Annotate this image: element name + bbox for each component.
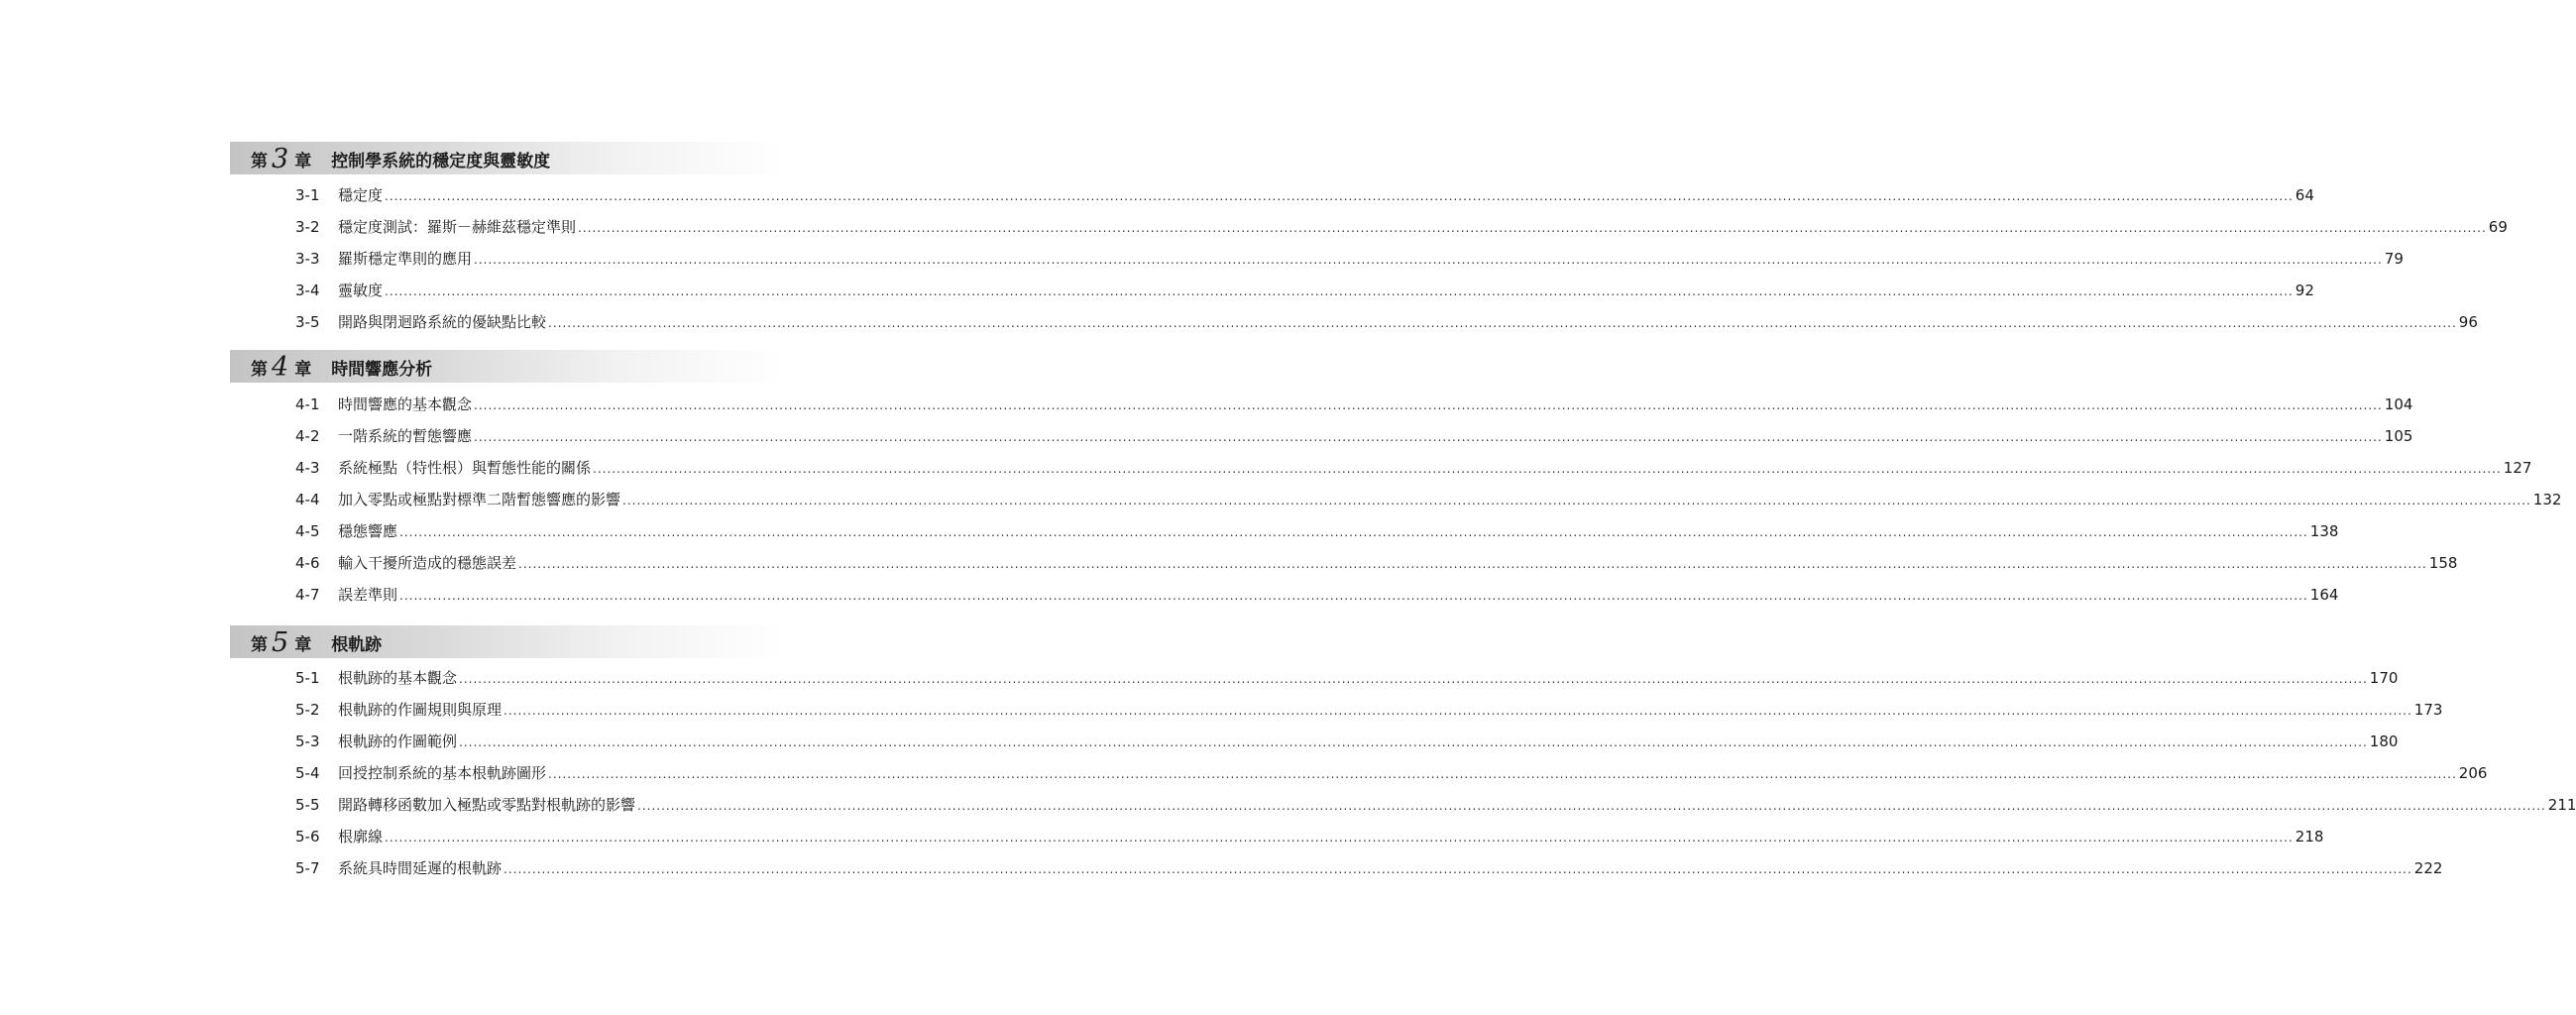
toc-entry[interactable] (0, 667, 2399, 689)
page-number: 170 (2369, 669, 2399, 687)
entry-line (338, 552, 2458, 575)
chapter-prefix: 第 (251, 152, 268, 171)
section-number: 3-4 (295, 282, 320, 299)
dot-leader: ................................................................................................................................................................................................................................................................................................................................................................................................................ (578, 221, 2487, 235)
section-number: 5-1 (295, 669, 320, 687)
chapter-title: 控制學系統的穩定度與靈敏度 (331, 152, 551, 171)
chapter-title: 時間響應分析 (331, 360, 433, 380)
section-title: 系統具時間延遲的根軌跡 (338, 859, 503, 877)
page-number: 164 (2309, 586, 2339, 604)
dot-leader: ................................................................................................................................................................................................................................................................................................................................................................................................................ (399, 589, 2308, 603)
dot-leader: ................................................................................................................................................................................................................................................................................................................................................................................................................ (504, 704, 2412, 718)
section-title: 時間響應的基本觀念 (338, 395, 473, 413)
page-number: 206 (2458, 764, 2488, 782)
section-number: 4-2 (295, 427, 320, 445)
entry-line (338, 489, 2562, 511)
page-number: 158 (2428, 554, 2458, 572)
dot-leader: ................................................................................................................................................................................................................................................................................................................................................................................................................ (504, 862, 2412, 876)
chapter-number: 4 (272, 352, 289, 383)
chapter-suffix: 章 (294, 360, 312, 380)
dot-leader: ................................................................................................................................................................................................................................................................................................................................................................................................................ (548, 767, 2457, 781)
dot-leader: ................................................................................................................................................................................................................................................................................................................................................................................................................ (474, 430, 2383, 444)
page-number: 173 (2413, 701, 2443, 719)
section-title: 穩態響應 (338, 522, 398, 540)
section-number: 5-2 (295, 701, 320, 719)
page-number: 79 (2384, 250, 2404, 268)
dot-leader: ................................................................................................................................................................................................................................................................................................................................................................................................................ (459, 672, 2368, 686)
chapter-heading (251, 351, 432, 384)
toc-entry[interactable] (0, 311, 2478, 333)
chapter-heading (251, 626, 382, 659)
page-number: 69 (2488, 218, 2508, 236)
toc-entry[interactable] (0, 826, 2324, 847)
page-number: 64 (2295, 186, 2314, 204)
section-title: 開路與閉迴路系統的優缺點比較 (338, 313, 547, 331)
chapter-prefix: 第 (251, 635, 268, 655)
section-number: 4-6 (295, 554, 320, 572)
toc-entry[interactable] (0, 584, 2339, 606)
entry-line (338, 184, 2314, 207)
page-number: 127 (2503, 459, 2532, 477)
page-number: 138 (2309, 522, 2339, 540)
section-number: 5-3 (295, 733, 320, 750)
section-number: 3-2 (295, 218, 320, 236)
entry-line (338, 731, 2399, 753)
entry-line (338, 699, 2443, 722)
page-number: 105 (2384, 427, 2413, 445)
section-title: 系統極點（特性根）與暫態性能的關係 (338, 459, 592, 477)
toc-entry[interactable] (0, 184, 2314, 206)
section-number: 4-7 (295, 586, 320, 604)
toc-entry[interactable] (0, 794, 2576, 816)
entry-line (338, 425, 2413, 448)
section-title: 加入零點或極點對標準二階暫態響應的影響 (338, 491, 621, 508)
entry-line (338, 667, 2399, 690)
section-title: 靈敏度 (338, 282, 384, 299)
section-number: 4-1 (295, 395, 320, 413)
dot-leader: ................................................................................................................................................................................................................................................................................................................................................................................................................ (474, 253, 2383, 267)
page-number: 92 (2295, 282, 2314, 299)
entry-line (338, 311, 2478, 334)
section-title: 穩定度測試：羅斯－赫維茲穩定準則 (338, 218, 577, 236)
dot-leader: ................................................................................................................................................................................................................................................................................................................................................................................................................ (385, 831, 2294, 845)
toc-entry[interactable] (0, 280, 2314, 301)
entry-line (338, 457, 2532, 480)
toc-entry[interactable] (0, 394, 2413, 415)
section-title: 根軌跡的作圖範例 (338, 733, 458, 750)
dot-leader: ................................................................................................................................................................................................................................................................................................................................................................................................................ (474, 398, 2383, 412)
dot-leader: ................................................................................................................................................................................................................................................................................................................................................................................................................ (593, 462, 2502, 476)
section-number: 5-5 (295, 796, 320, 814)
section-title: 根軌跡的作圖規則與原理 (338, 701, 503, 719)
section-title: 開路轉移函數加入極點或零點對根軌跡的影響 (338, 796, 636, 814)
dot-leader: ................................................................................................................................................................................................................................................................................................................................................................................................................ (459, 735, 2368, 749)
dot-leader: ................................................................................................................................................................................................................................................................................................................................................................................................................ (518, 557, 2427, 571)
toc-entry[interactable] (0, 216, 2508, 238)
toc-entry[interactable] (0, 731, 2399, 752)
chapter-suffix: 章 (294, 152, 312, 171)
toc-entry[interactable] (0, 857, 2443, 879)
dot-leader: ................................................................................................................................................................................................................................................................................................................................................................................................................ (399, 525, 2308, 539)
entry-line (338, 394, 2413, 416)
section-number: 4-4 (295, 491, 320, 508)
entry-line (338, 857, 2443, 880)
section-number: 4-5 (295, 522, 320, 540)
toc-entry[interactable] (0, 457, 2532, 479)
entry-line (338, 520, 2339, 543)
entry-line (338, 584, 2339, 607)
toc-entry[interactable] (0, 520, 2339, 542)
toc-entry[interactable] (0, 699, 2443, 721)
section-title: 根廓線 (338, 828, 384, 846)
section-number: 5-6 (295, 828, 320, 846)
toc-entry[interactable] (0, 762, 2488, 784)
entry-line (338, 280, 2314, 302)
page-number: 218 (2295, 828, 2324, 846)
page-number: 211 (2547, 796, 2576, 814)
toc-entry[interactable] (0, 425, 2413, 447)
chapter-number: 5 (272, 627, 289, 658)
chapter-number: 3 (272, 144, 289, 174)
page-number: 104 (2384, 395, 2413, 413)
entry-line (338, 762, 2488, 785)
section-number: 5-7 (295, 859, 320, 877)
chapter-prefix: 第 (251, 360, 268, 380)
dot-leader: ................................................................................................................................................................................................................................................................................................................................................................................................................ (637, 799, 2546, 813)
entry-line (338, 794, 2576, 817)
page-number: 180 (2369, 733, 2399, 750)
toc-entry[interactable] (0, 489, 2562, 510)
chapter-title: 根軌跡 (331, 635, 383, 655)
page-number: 132 (2532, 491, 2562, 508)
section-number: 3-1 (295, 186, 320, 204)
page-number: 222 (2413, 859, 2443, 877)
chapter-heading (251, 143, 550, 175)
toc-entry[interactable] (0, 248, 2404, 270)
dot-leader: ................................................................................................................................................................................................................................................................................................................................................................................................................ (385, 189, 2294, 203)
dot-leader: ................................................................................................................................................................................................................................................................................................................................................................................................................ (622, 494, 2531, 508)
dot-leader: ................................................................................................................................................................................................................................................................................................................................................................................................................ (548, 316, 2457, 330)
section-title: 穩定度 (338, 186, 384, 204)
section-number: 4-3 (295, 459, 320, 477)
section-title: 一階系統的暫態響應 (338, 427, 473, 445)
entry-line (338, 248, 2404, 271)
section-title: 誤差準則 (338, 586, 398, 604)
dot-leader: ................................................................................................................................................................................................................................................................................................................................................................................................................ (385, 284, 2294, 298)
section-title: 羅斯穩定準則的應用 (338, 250, 473, 268)
section-number: 5-4 (295, 764, 320, 782)
chapter-suffix: 章 (294, 635, 312, 655)
section-title: 回授控制系統的基本根軌跡圖形 (338, 764, 547, 782)
toc-entry[interactable] (0, 552, 2458, 574)
entry-line (338, 826, 2324, 848)
section-title: 根軌跡的基本觀念 (338, 669, 458, 687)
section-title: 輸入干擾所造成的穩態誤差 (338, 554, 517, 572)
page-number: 96 (2458, 313, 2478, 331)
entry-line (338, 216, 2508, 239)
section-number: 3-5 (295, 313, 320, 331)
section-number: 3-3 (295, 250, 320, 268)
